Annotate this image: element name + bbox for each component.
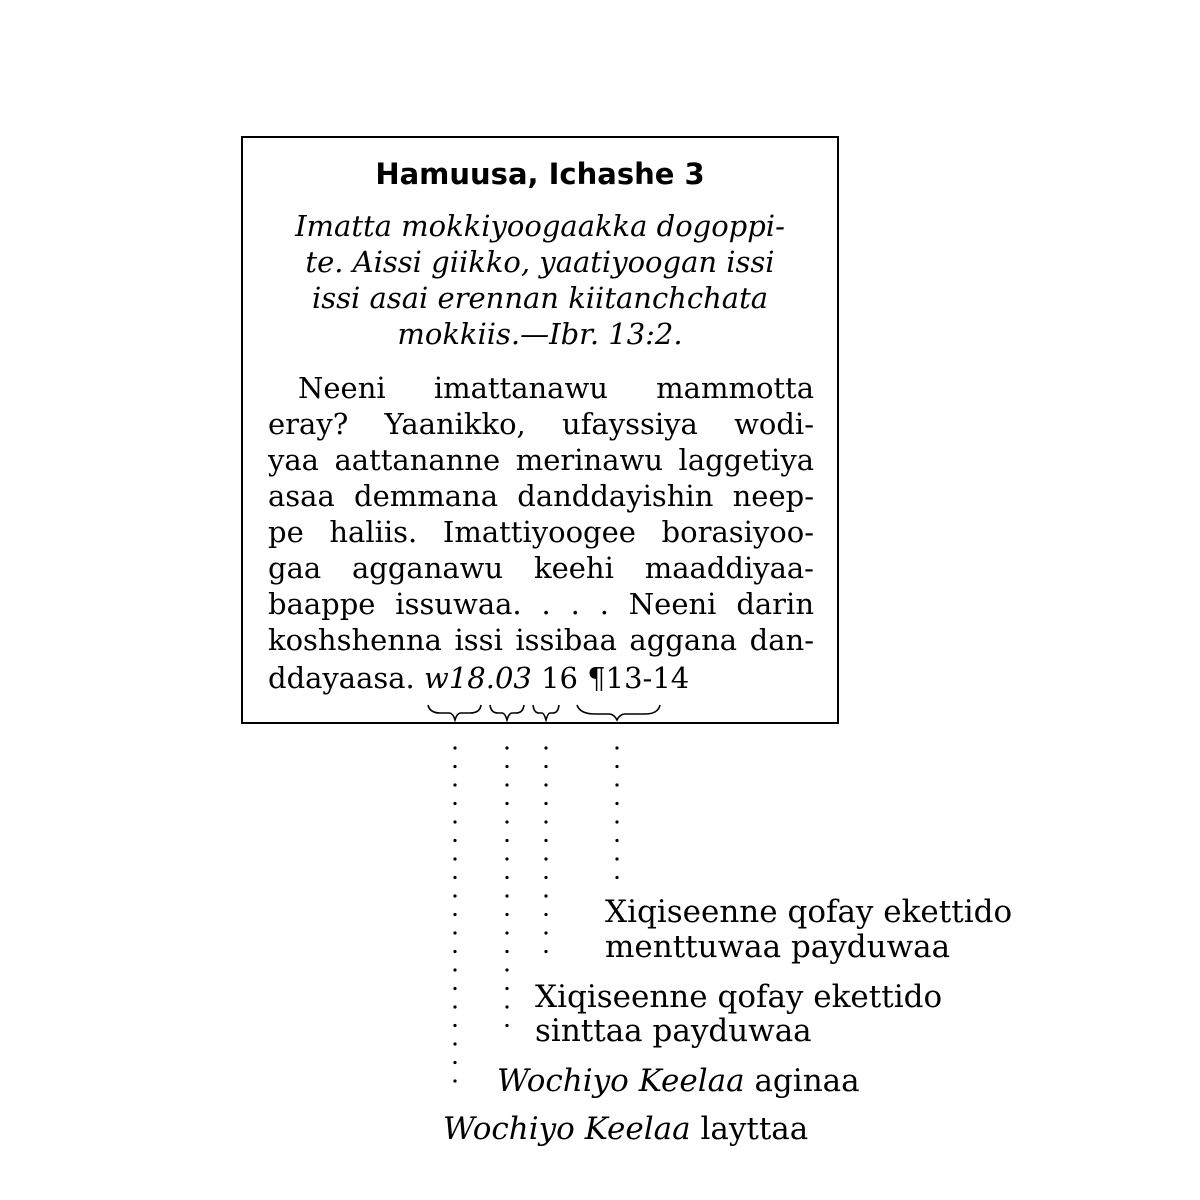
label-page-line-2: sinttaa payduwaa: [535, 1013, 812, 1049]
brace-page: [533, 705, 559, 720]
brace-group: [428, 705, 660, 720]
label-issue-italic: Wochiyo Keelaa: [497, 1063, 745, 1099]
reference-page: 16: [541, 661, 578, 695]
reference-dot: .: [485, 661, 495, 695]
label-year-rest: layttaa: [690, 1111, 809, 1147]
brace-issue: [490, 705, 524, 720]
reference-issue: 03: [494, 661, 532, 695]
brace-paragraph: [577, 705, 660, 720]
body-last-text: ddayaasa.: [268, 661, 415, 695]
label-year: [443, 1111, 808, 1147]
verse-line: mokkiis.—Ibr. 13:2.: [397, 317, 683, 351]
verse-line: te. Aissi giikko, yaatiyoogan issi: [305, 245, 775, 279]
label-paragraph-line-2: menttuwaa payduwaa: [605, 929, 951, 965]
body-line: eray? Yaanikko, ufayssiya wodi-: [268, 407, 814, 441]
label-issue: [497, 1063, 860, 1099]
label-page-line-1: Xiqiseenne qofay ekettido: [535, 979, 943, 1015]
reference-paragraph: ¶13-14: [587, 661, 690, 695]
body-line: pe haliis. Imattiyoogee borasiyoo-: [268, 515, 814, 549]
brace-year: [428, 705, 481, 720]
verse-line: Imatta mokkiyoogaakka dogoppi-: [295, 209, 785, 243]
verse-line: issi asai erennan kiitanchchata: [311, 281, 769, 315]
body-line: Neeni imattanawu mammotta: [298, 371, 814, 405]
body-line: baappe issuwaa. . . . Neeni darin: [268, 587, 814, 621]
body-line: koshshenna issi issibaa aggana dan-: [268, 623, 814, 657]
daily-text-title: Hamuusa, Ichashe 3: [375, 157, 705, 191]
label-paragraph-line-1: Xiqiseenne qofay ekettido: [605, 894, 1013, 930]
body-line: asaa demmana danddayishin neep-: [268, 479, 814, 513]
label-year-italic: Wochiyo Keelaa: [443, 1111, 691, 1147]
reference-publication: w18: [424, 661, 486, 695]
label-issue-rest: aginaa: [744, 1063, 860, 1099]
body-line: gaa agganawu keehi maaddiyaa-: [268, 551, 814, 585]
body-line: yaa aattananne merinawu laggetiya: [268, 443, 814, 477]
